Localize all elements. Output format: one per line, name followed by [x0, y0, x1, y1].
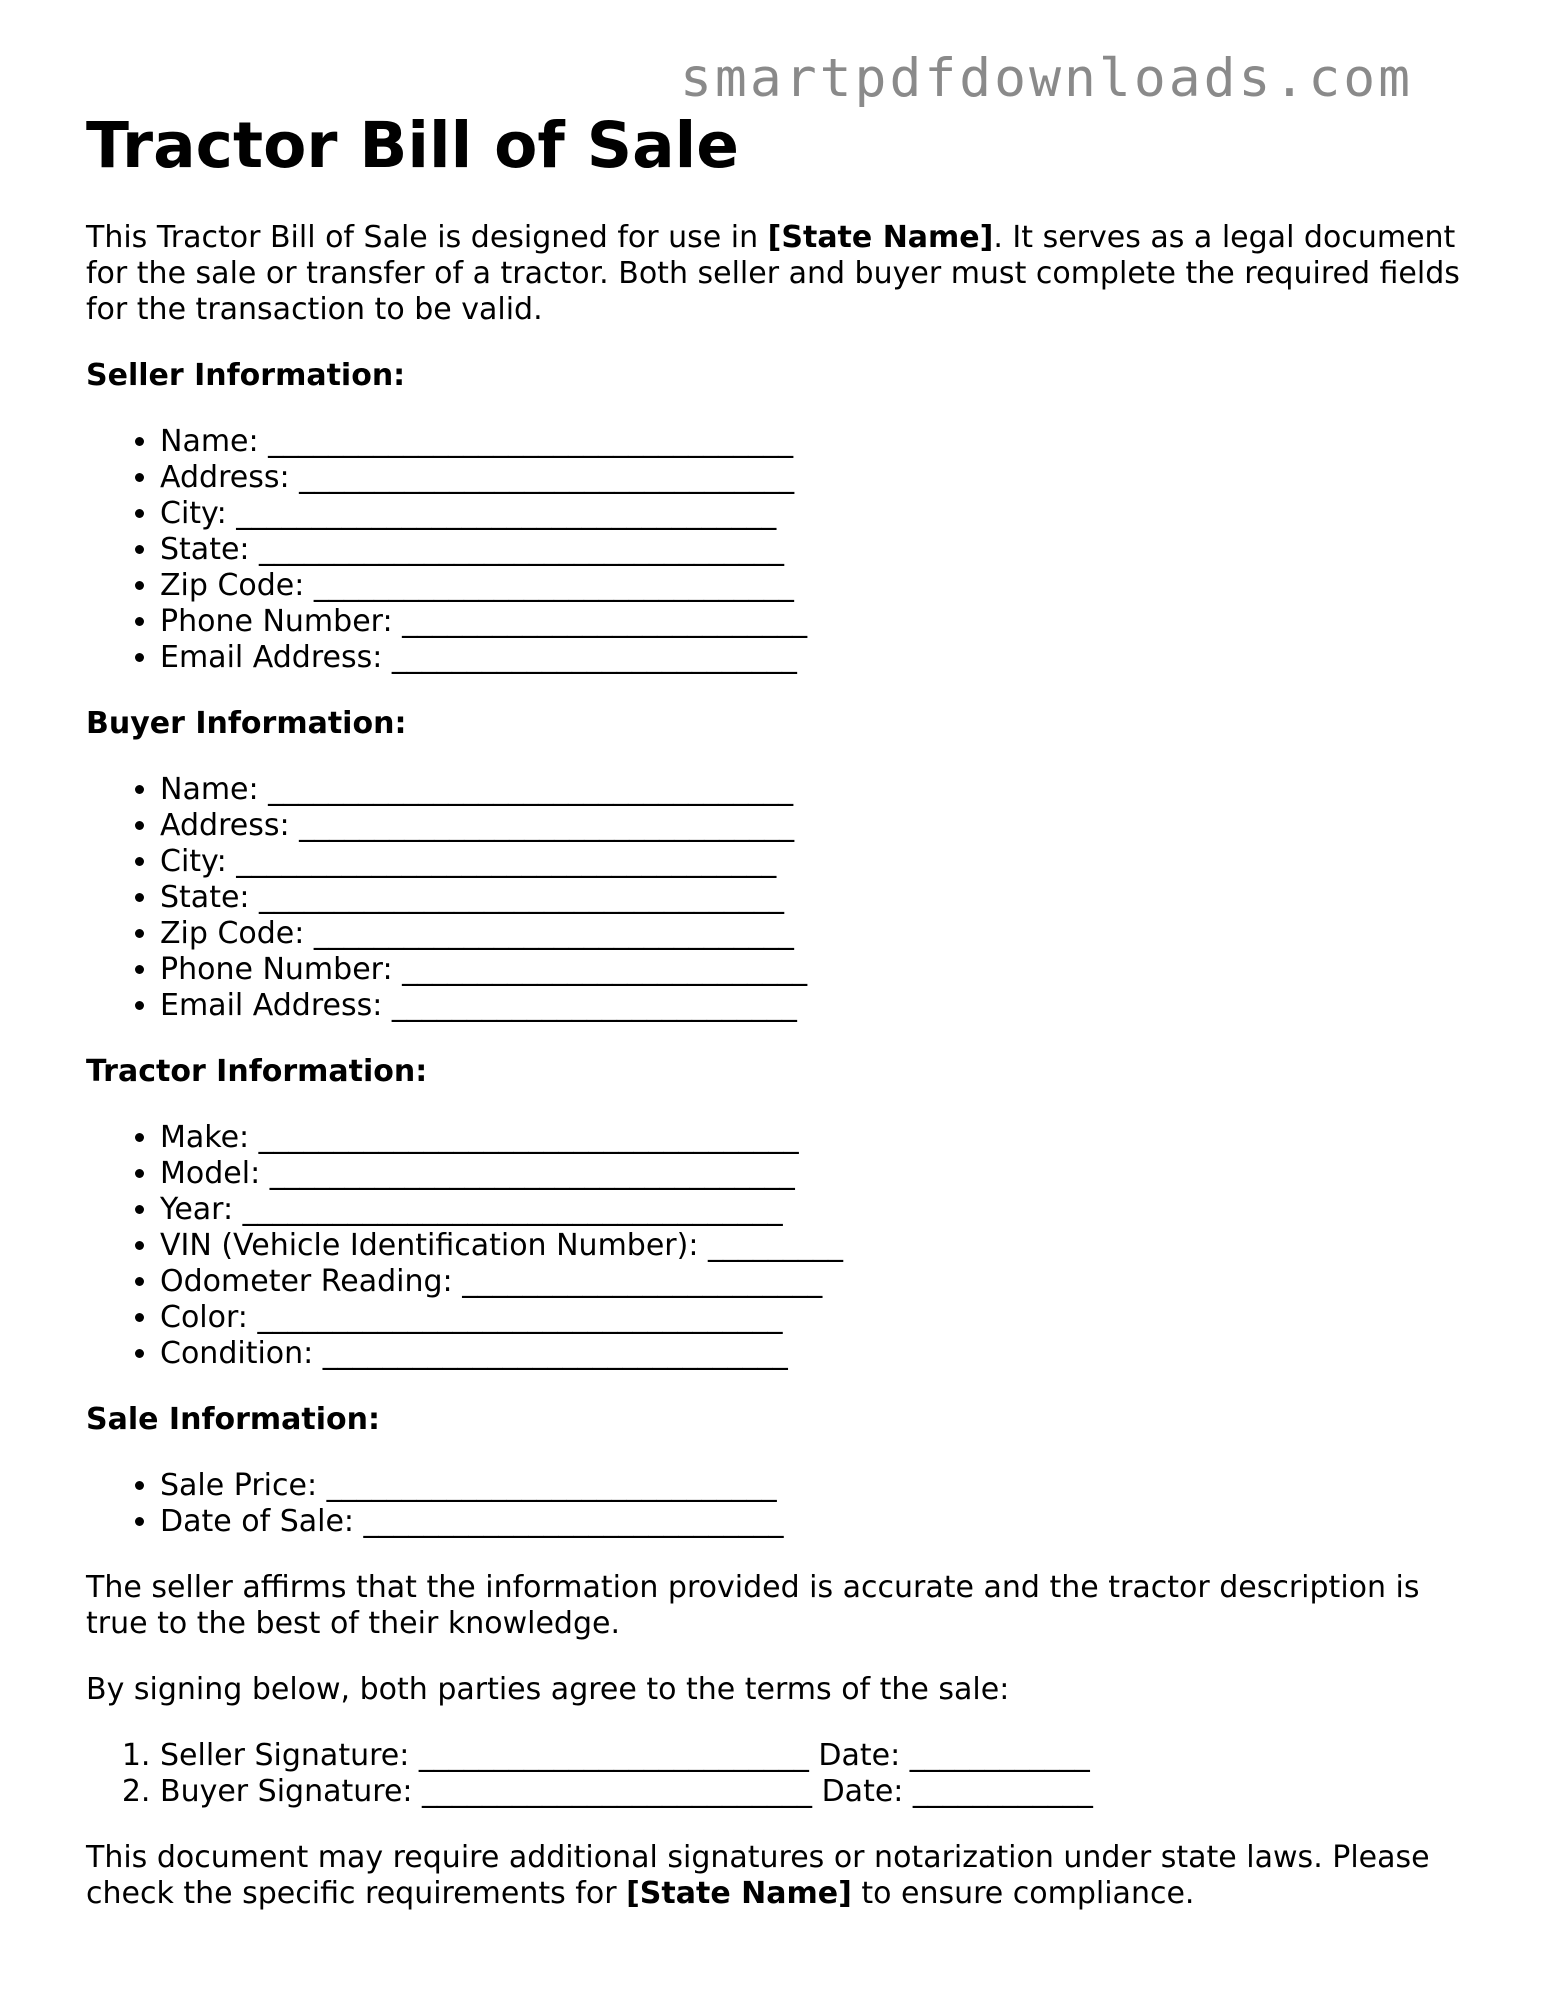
signing-intro-paragraph: By signing below, both parties agree to the terms of the sale:: [86, 1672, 1010, 1707]
intro-paragraph: [86, 220, 1486, 328]
buyer-email-field: • Email Address: ___________________________: [160, 988, 1486, 1024]
buyer-section-heading: Buyer Information:: [86, 706, 407, 741]
buyer-phone-field: • Phone Number: ___________________________: [160, 952, 1486, 988]
sale-section-heading: Sale Information:: [86, 1402, 380, 1437]
tractor-vin-field: • VIN (Vehicle Identification Number): _________: [160, 1228, 1486, 1264]
buyer-name-field: • Name: ___________________________________: [160, 772, 1486, 808]
closing-text-end: to ensure compliance.: [851, 1876, 1195, 1911]
tractor-odometer-field: • Odometer Reading: ________________________: [160, 1264, 1486, 1300]
tractor-section-heading: Tractor Information:: [86, 1054, 428, 1089]
seller-address-field: • Address: _________________________________: [160, 460, 1486, 496]
sale-price-field: • Sale Price: ______________________________: [160, 1468, 1486, 1504]
seller-state-field: • State: ___________________________________: [160, 532, 1486, 568]
tractor-year-field: • Year: ____________________________________: [160, 1192, 1486, 1228]
seller-phone-field: • Phone Number: ___________________________: [160, 604, 1486, 640]
buyer-city-field: • City: ____________________________________: [160, 844, 1486, 880]
watermark: smartpdfdownloads.com: [680, 48, 1414, 109]
closing-state-name-placeholder: [State Name]: [626, 1876, 852, 1911]
seller-section-heading: Seller Information:: [86, 358, 406, 393]
sale-field-list: [86, 1468, 1486, 1540]
seller-signature-line: 1. Seller Signature: __________________________ Date: ____________: [160, 1738, 1486, 1774]
intro-text-start: This Tractor Bill of Sale is designed for use in: [86, 220, 768, 255]
closing-text-start: This document may require additional signatures or notarization under state laws. Please check the specific requirements for: [86, 1840, 1430, 1911]
tractor-field-list: [86, 1120, 1486, 1372]
seller-email-field: • Email Address: ___________________________: [160, 640, 1486, 676]
buyer-zip-field: • Zip Code: ________________________________: [160, 916, 1486, 952]
intro-text-end: . It serves as a legal document for the sale or transfer of a tractor. Both seller and buyer must complete the required fields for the transaction to be valid.: [86, 220, 1460, 327]
signature-list: [86, 1738, 1486, 1810]
tractor-condition-field: • Condition: _______________________________: [160, 1336, 1486, 1372]
affirmation-paragraph: The seller affirms that the information provided is accurate and the tractor description is true to the best of their knowledge.: [86, 1570, 1420, 1641]
closing-paragraph: [86, 1840, 1486, 1912]
seller-name-field: • Name: ___________________________________: [160, 424, 1486, 460]
state-name-placeholder: [State Name]: [767, 220, 994, 255]
tractor-make-field: • Make: ____________________________________: [160, 1120, 1486, 1156]
buyer-state-field: • State: ___________________________________: [160, 880, 1486, 916]
buyer-signature-line: 2. Buyer Signature: __________________________ Date: ____________: [160, 1774, 1486, 1810]
document-page: [86, 108, 1486, 1912]
seller-zip-field: • Zip Code: ________________________________: [160, 568, 1486, 604]
seller-field-list: [86, 424, 1486, 676]
tractor-color-field: • Color: ___________________________________: [160, 1300, 1486, 1336]
buyer-address-field: • Address: _________________________________: [160, 808, 1486, 844]
seller-city-field: • City: ____________________________________: [160, 496, 1486, 532]
document-title: Tractor Bill of Sale: [86, 109, 739, 182]
buyer-field-list: [86, 772, 1486, 1024]
tractor-model-field: • Model: ___________________________________: [160, 1156, 1486, 1192]
sale-date-field: • Date of Sale: ____________________________: [160, 1504, 1486, 1540]
